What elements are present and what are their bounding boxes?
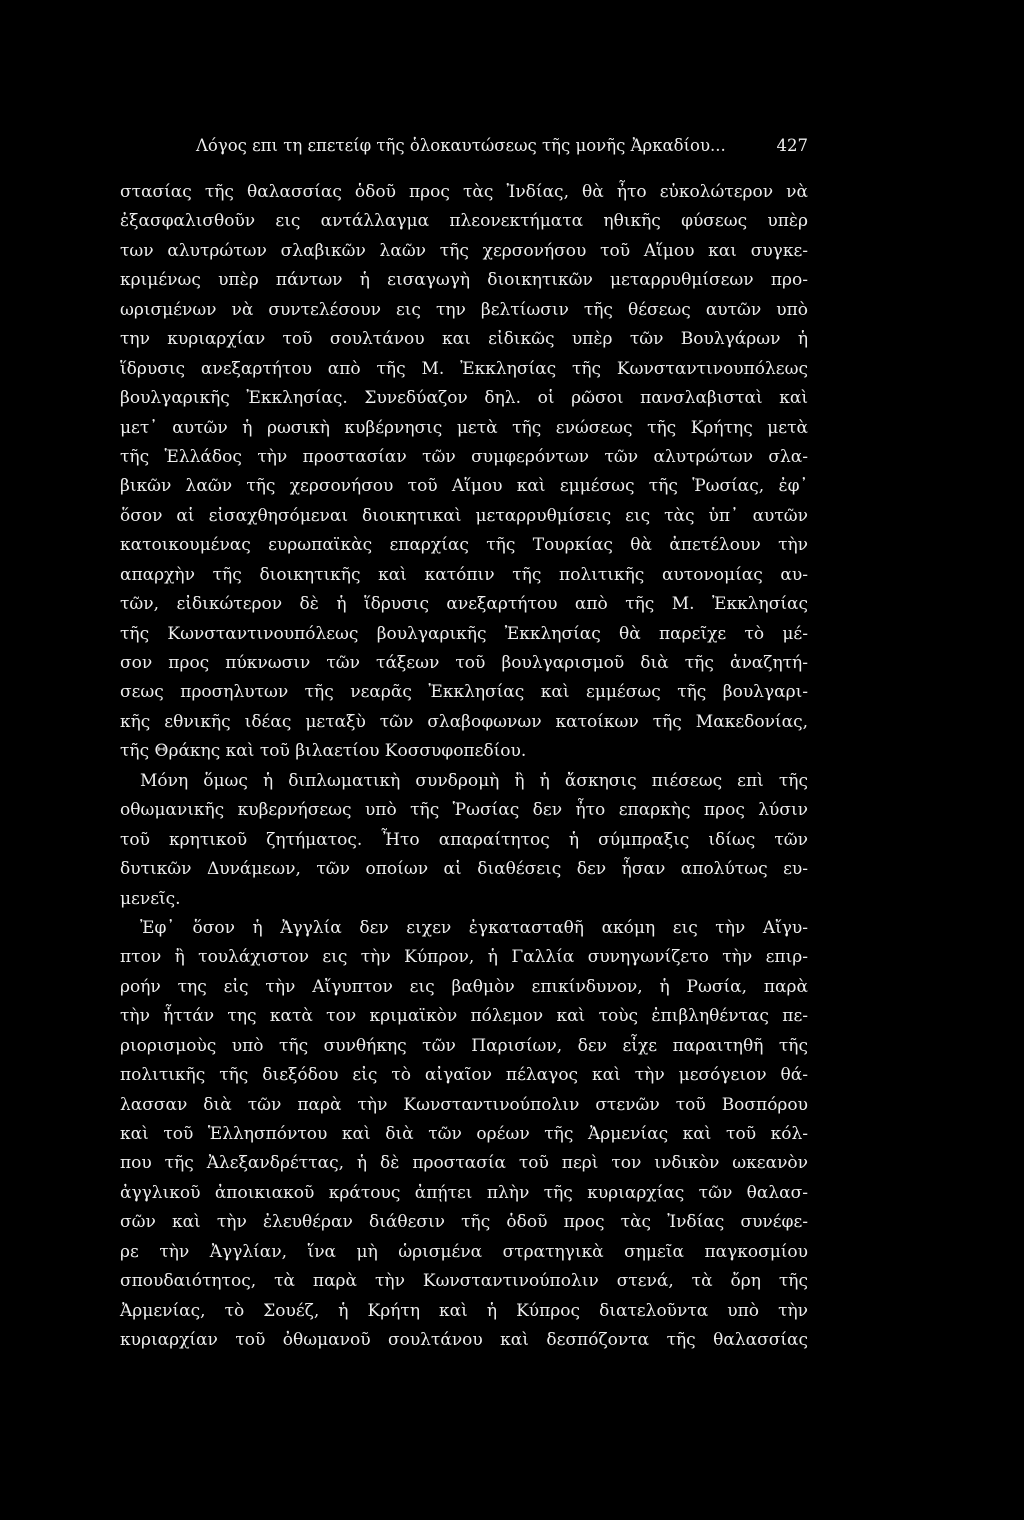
text-line: καὶ τοῦ Ἑλλησπόντου καὶ διὰ τῶν ορέων τῆς Ἀρμενίας καὶ τοῦ κόλ- [120,1124,808,1144]
text-line: απαρχὴν τῆς διοικητικῆς καὶ κατόπιν τῆς πολιτικῆς αυτονομίας αυ- [120,564,808,585]
text-line: Ἀρμενίας, τὸ Σουέζ, ἡ Κρήτη καὶ ἡ Κύπρος διατελοῦντα υπὸ τὴν [120,1300,808,1321]
text-line: δυτικῶν Δυνάμεων, τῶν οποίων αἱ διαθέσεις δεν ἦσαν απολύτως ευ- [120,859,808,880]
text-line: τὴν ἧττάν της κατὰ τον κριμαϊκὸν πόλεμον καὶ τοὺς ἐπιβληθέντας πε- [120,1006,808,1027]
text-line: ὅσον αἱ εἰσαχθησόμεναι διοικητικαὶ μεταρρυθμίσεις εις τὰς ὑπ᾽ αυτῶν [120,505,808,526]
text-line: τοῦ κρητικοῦ ζητήματος. Ἦτο απαραίτητος ἡ σύμπραξις ιδίως τῶν [120,829,808,850]
text-line: ἵδρυσις ανεξαρτήτου απὸ τῆς Μ. Ἐκκλησίας τῆς Κωνσταντινουπόλεως [120,358,808,379]
text-line: πολιτικῆς τῆς διεξόδου εἰς τὸ αἰγαῖον πέλαγος καὶ τὴν μεσόγειον θά- [120,1065,808,1086]
running-head [120,128,808,164]
text-line: κατοικουμένας ευρωπαϊκὰς επαρχίας τῆς Τουρκίας θὰ ἀπετέλουν τὴν [120,535,808,556]
paragraph-end-line: τῆς Θράκης καὶ τοῦ βιλαετίου Κοσσυφοπεδίου. [120,741,527,762]
text-line: σον προς πύκνωσιν τῶν τάξεων τοῦ βουλγαρισμοῦ διὰ τῆς ἀναζητή- [120,653,808,673]
text-line: σπουδαιότητος, τὰ παρὰ τὴν Κωνσταντινούπολιν στενά, τὰ ὄρη τῆς [120,1271,808,1292]
text-line: οθωμανικῆς κυβερνήσεως υπὸ τῆς Ῥωσίας δεν ἦτο επαρκὴς προς λύσιν [120,800,808,821]
text-line: στασίας τῆς θαλασσίας ὁδοῦ προς τὰς Ἰνδίας, θὰ ἦτο εὐκολώτερον νὰ [120,182,808,202]
text-line: τῶν, εἰδικώτερον δὲ ἡ ἵδρυσις ανεξαρτήτου απὸ τῆς Μ. Ἐκκλησίας [120,594,808,615]
text-line: λασσαν διὰ τῶν παρὰ τὴν Κωνσταντινούπολιν στενῶν τοῦ Βοσπόρου [120,1094,808,1115]
text-line: κυριαρχίαν τοῦ ὀθωμανοῦ σουλτάνου καὶ δεσπόζοντα τῆς θαλασσίας [120,1330,808,1351]
text-line: την κυριαρχίαν τοῦ σουλτάνου και εἰδικῶς υπὲρ τῶν Βουλγάρων ἡ [120,329,808,350]
text-line: ριορισμοὺς υπὸ τῆς συνθήκης τῶν Παρισίων, δεν εἶχε παραιτηθῆ τῆς [120,1035,808,1056]
paragraph-end-line: μενεῖς. [120,888,181,909]
text-line: που τῆς Ἀλεξανδρέττας, ἡ δὲ προστασία τοῦ περὶ τον ινδικὸν ωκεανὸν [120,1153,808,1174]
body-text [120,178,808,1356]
text-line: τῆς Κωνσταντινουπόλεως βουλγαρικῆς Ἐκκλησίας θὰ παρεῖχε τὸ μέ- [120,623,808,644]
text-line: ἀγγλικοῦ ἀποικιακοῦ κράτους ἀπῄτει πλὴν τῆς κυριαρχίας τῶν θαλασ- [120,1182,808,1203]
running-title: Λόγος επι τη επετείφ τῆς ὁλοκαυτώσεως τῆς μονῆς Ἀρκαδίου... [196,136,726,155]
book-page [120,128,808,1356]
text-line: σῶν καὶ τὴν ἐλευθέραν διάθεσιν τῆς ὁδοῦ προς τὰς Ἰνδίας συνέφε- [120,1212,808,1233]
text-line: βουλγαρικῆς Ἐκκλησίας. Συνεδύαζον δηλ. οἱ ρῶσοι πανσλαβισταὶ καὶ [120,388,808,409]
text-line: ροήν της εἰς τὴν Αἴγυπτον εις βαθμὸν επικίνδυνον, ἡ Ρωσία, παρὰ [120,976,808,997]
text-line: σεως προσηλυτων τῆς νεαρᾶς Ἐκκλησίας καὶ εμμέσως τῆς βουλγαρι- [120,682,808,703]
text-line: μετ᾽ αυτῶν ἡ ρωσικὴ κυβέρνησις μετὰ τῆς ενώσεως τῆς Κρήτης μετὰ [120,417,808,438]
paragraph-start-line: Μόνη ὅμως ἡ διπλωματικὴ συνδρομὴ ἢ ἡ ἄσκησις πιέσεως επὶ τῆς [140,770,808,791]
text-line: των αλυτρώτων σλαβικῶν λαῶν τῆς χερσονήσου τοῦ Αἵμου και συγκε- [120,240,808,261]
text-line: κριμένως υπὲρ πάντων ἡ εισαγωγὴ διοικητικῶν μεταρρυθμίσεων προ- [120,270,808,291]
text-line: πτον ἢ τουλάχιστον εις τὴν Κύπρον, ἡ Γαλλία συνηγωνίζετο τὴν επιρ- [120,947,808,968]
page-number: 427 [776,136,808,155]
text-line: ἐξασφαλισθοῦν εις αντάλλαγμα πλεονεκτήματα ηθικῆς φύσεως υπὲρ [120,211,808,232]
text-line: ρε τὴν Ἀγγλίαν, ἵνα μὴ ὡρισμένα στρατηγικὰ σημεῖα παγκοσμίου [120,1241,808,1262]
text-line: τῆς Ἑλλάδος τὴν προστασίαν τῶν συμφερόντων τῶν αλυτρώτων σλα- [120,446,808,467]
paragraph-start-line: Ἐφ᾽ ὅσον ἡ Ἀγγλία δεν ειχεν ἐγκατασταθῆ ακόμη εις τὴν Αἴγυ- [140,917,808,938]
text-line: βικῶν λαῶν τῆς χερσονήσου τοῦ Αἵμου καὶ εμμέσως τῆς Ῥωσίας, ἐφ᾽ [120,476,808,497]
text-line: κῆς εθνικῆς ιδέας μεταξὺ τῶν σλαβοφωνων κατοίκων τῆς Μακεδονίας, [120,711,808,732]
text-line: ωρισμένων νὰ συντελέσουν εις την βελτίωσιν τῆς θέσεως αυτῶν υπὸ [120,299,808,320]
